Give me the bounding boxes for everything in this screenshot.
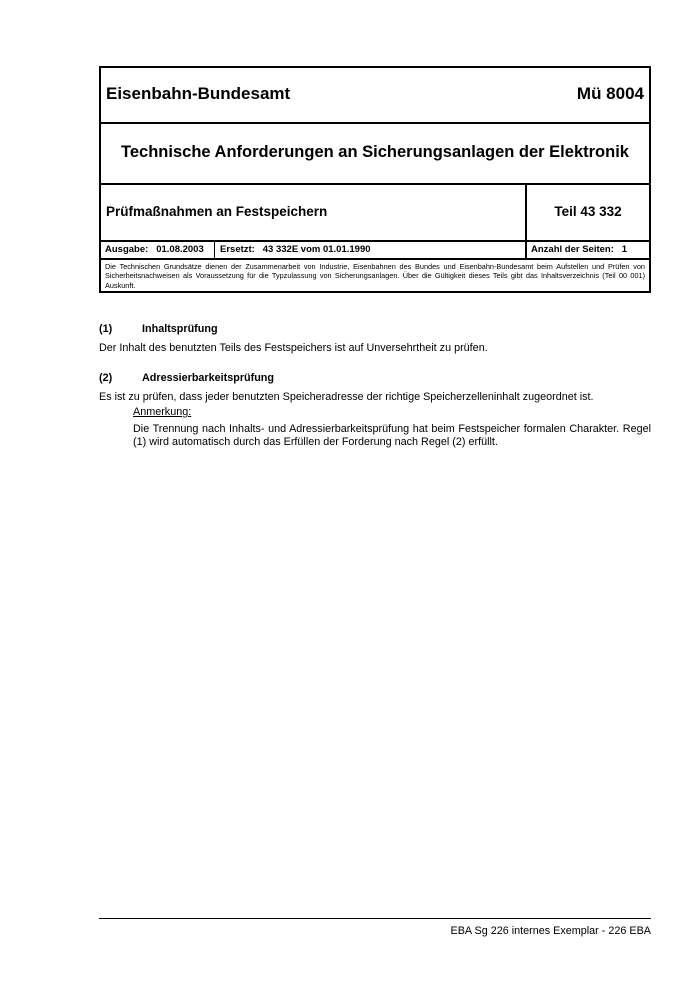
- disclaimer-text: Die Technischen Grundsätze dienen der Zusammenarbeit von Industrie, Eisenbahnen des Bundes und Eisenbahn-Bundesamt beim Aufstellen und Prüfen von Sicherheitsnachweisen als Voraussetzung für die Typzulassung von Sicherungsanlagen. Über die Gültigkeit dieses Teils gibt das Inhaltsverzeichnis (Teil 00 001) Auskunft.: [105, 262, 645, 290]
- section-paragraph: Der Inhalt des benutzten Teils des Festspeichers ist auf Unversehrtheit zu prüfen.: [99, 342, 488, 354]
- header-row-subject: [101, 185, 649, 242]
- divider: [525, 242, 527, 258]
- page-count: Anzahl der Seiten: 1: [531, 244, 628, 255]
- note-text: Die Trennung nach Inhalts- und Adressierbarkeitsprüfung hat beim Festspeicher formalen Charakter. Regel (1) wird automatisch durch das Erfüllen der Forderung nach Regel (2) erfüllt.: [133, 423, 651, 448]
- footer-divider: [99, 918, 651, 919]
- header-row-title: [101, 124, 649, 185]
- divider: [214, 242, 215, 258]
- document-part: Teil 43 332: [554, 204, 622, 219]
- header-row-meta: [101, 242, 649, 260]
- footer-text: EBA Sg 226 internes Exemplar - 226 EBA: [450, 925, 651, 937]
- document-header-box: [99, 66, 651, 293]
- header-row-disclaimer: [101, 260, 649, 291]
- header-row-org: [101, 68, 649, 124]
- section-number: (2): [99, 372, 113, 384]
- document-code: Mü 8004: [576, 84, 644, 103]
- note-label: Anmerkung:: [133, 406, 192, 418]
- document-subject: Prüfmaßnahmen an Festspeichern: [106, 204, 328, 219]
- section-paragraph: Es ist zu prüfen, dass jeder benutzten Speicheradresse der richtige Speicherzelleninhalt zugeordnet ist.: [99, 391, 594, 403]
- issue-date: Ausgabe: 01.08.2003: [105, 244, 204, 255]
- section-title: Inhaltsprüfung: [142, 323, 218, 335]
- org-name: Eisenbahn-Bundesamt: [106, 84, 291, 103]
- replaces-info: Ersetzt: 43 332E vom 01.01.1990: [220, 244, 371, 255]
- section-title: Adressierbarkeitsprüfung: [142, 372, 274, 384]
- document-title: Technische Anforderungen an Sicherungsanlagen der Elektronik: [121, 143, 629, 161]
- section-number: (1): [99, 323, 113, 335]
